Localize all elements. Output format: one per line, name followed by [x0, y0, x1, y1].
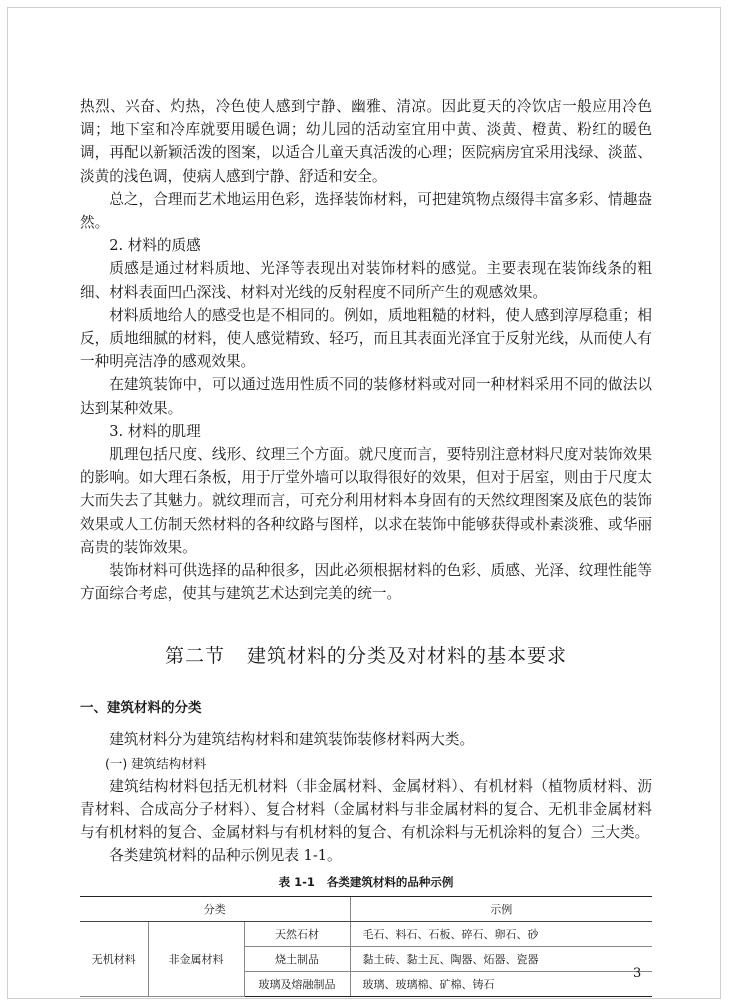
- table-header-category: 分类: [80, 896, 350, 921]
- table-cell-example: 毛石、料石、石板、碎石、卵石、砂: [350, 921, 652, 946]
- paragraph: 装饰材料可供选择的品种很多，因此必须根据材料的色彩、质感、光泽、纹理性能等方面综合考虑，使其与建筑艺术达到完美的统一。: [80, 562, 652, 603]
- table-cell-example: 玻璃、玻璃棉、矿棉、铸石: [350, 971, 652, 996]
- table-caption-title: 各类建筑材料的品种示例: [326, 874, 454, 889]
- paragraph: 建筑材料分为建筑结构材料和建筑装饰装修材料两大类。: [109, 731, 475, 749]
- table-cell-name: 烧土制品: [244, 946, 350, 971]
- section-title: [80, 641, 652, 668]
- heading-level-2: (一) 建筑结构材料: [105, 755, 207, 771]
- subsection-title: 3. 材料的肌理: [109, 422, 201, 440]
- table-header-example: 示例: [350, 896, 652, 921]
- section-number: 第二节: [164, 645, 225, 668]
- table-cell-name: 玻璃及熔融制品: [244, 971, 350, 996]
- page-body: [80, 95, 652, 997]
- page-number: 3: [633, 966, 642, 981]
- table-cell-group-l1: 无机材料: [80, 921, 148, 996]
- paragraph: 热烈、兴奋、灼热，冷色使人感到宁静、幽雅、清凉。因此夏天的冷饮店一般应用冷色调；地下室和冷库就要用暖色调；幼儿园的活动室宜用中黄、淡黄、橙黄、粉红的暖色调，再配以新颖活泼的图案，以适合儿童天真活泼的心理；医院病房宜采用浅绿、淡蓝、淡黄的浅色调，使病人感到宁静、舒适和安全。: [80, 98, 652, 185]
- table-cell-example: 黏土砖、黏土瓦、陶器、炻器、瓷器: [350, 946, 652, 971]
- paragraph: 在建筑装饰中，可以通过选用性质不同的装修材料或对同一种材料采用不同的做法以达到某种效果。: [80, 376, 652, 417]
- table-header-row: [80, 896, 652, 921]
- paragraph: 肌理包括尺度、线形、纹理三个方面。就尺度而言，要特别注意材料尺度对装饰效果的影响。如大理石条板，用于厅堂外墙可以取得很好的效果，但对于居室，则由于尺度太大而失去了其魅力。就纹理而言，可充分利用材料本身固有的天然纹理图案及底色的装饰效果或人工仿制天然材料的各种纹路与图样，以求在装饰中能够获得或朴素淡雅、或华丽高贵的装饰效果。: [80, 446, 652, 556]
- table-row: [80, 921, 652, 946]
- table-caption: [80, 874, 652, 890]
- paragraph: 各类建筑材料的品种示例见表 1-1。: [109, 847, 342, 865]
- materials-table: [80, 896, 652, 997]
- paragraph: 总之，合理而艺术地运用色彩，选择装饰材料，可把建筑物点缀得丰富多彩、情趣盎然。: [80, 190, 652, 232]
- table-cell-name: 天然石材: [244, 921, 350, 946]
- table-cell-group-l2: 非金属材料: [148, 921, 244, 996]
- subsection-title: 2. 材料的质感: [109, 237, 201, 255]
- paragraph: 建筑结构材料包括无机材料（非金属材料、金属材料）、有机材料（植物质材料、沥青材料、合成高分子材料）、复合材料（金属材料与非金属材料的复合、无机非金属材料与有机材料的复合、金属材料与有机材料的复合、有机涂料与无机涂料的复合）三大类。: [80, 777, 652, 842]
- heading-level-1: 一、建筑材料的分类: [80, 700, 202, 717]
- section-heading: 建筑材料的分类及对材料的基本要求: [247, 645, 568, 668]
- paragraph: 质感是通过材料质地、光泽等表现出对装饰材料的感觉。主要表现在装饰线条的粗细、材料表面凹凸深浅、材料对光线的反射程度不同所产生的观感效果。: [80, 260, 652, 301]
- table-caption-label: 表 1-1: [278, 874, 315, 889]
- paragraph: 材料质地给人的感受也是不相同的。例如，质地粗糙的材料，使人感到淳厚稳重；相反，质地细腻的材料，使人感觉精致、轻巧，而且其表面光泽宜于反射光线，从而使人有一种明亮洁净的感观效果。: [80, 306, 652, 371]
